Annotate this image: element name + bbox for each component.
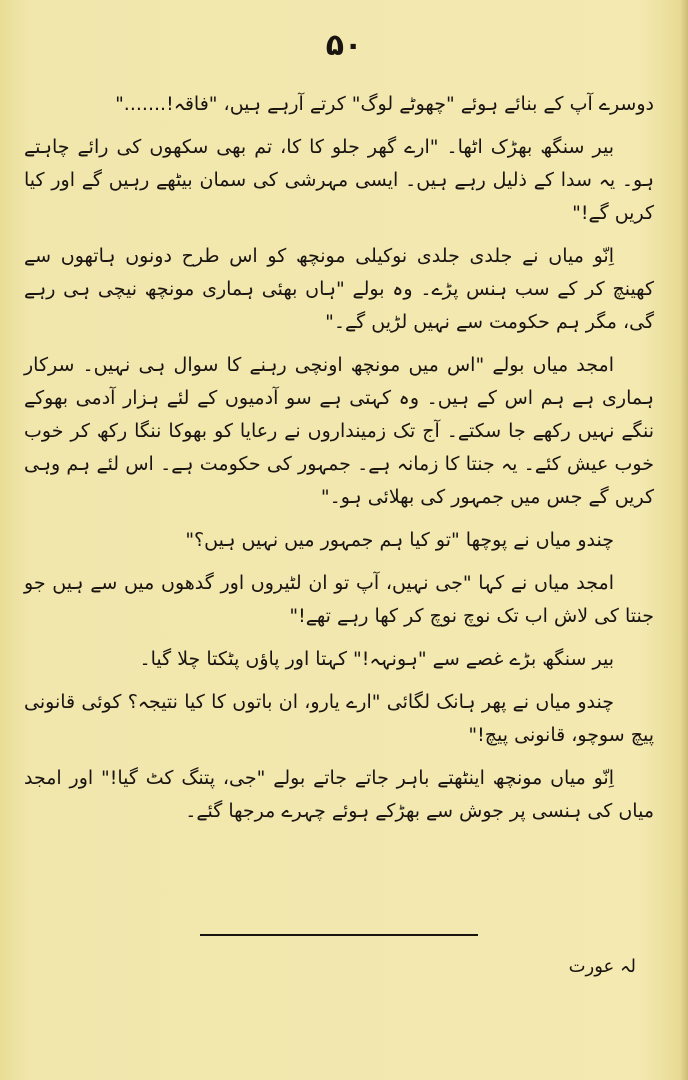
paragraph-1: دوسرے آپ کے بنائے ہوئے "چھوٹے لوگ" کرتے آرہے ہیں، "فاقہ!......." — [115, 93, 654, 115]
paragraph-4: امجد میاں بولے "اس میں مونچھ اونچی رہنے کا سوال ہی نہیں۔ سرکار ہماری ہے ہم اس کے ہیں۔ وہ کہتی ہے سو آدمیوں کے لئے ہزار آدمی بھوکے ننگے نہیں رکھے جا سکتے۔ آج تک زمینداروں نے رعایا کو بھوکا ننگا رکھ کر خوب خوب عیش کئے۔ یہ جنتا کا زمانہ ہے۔ جمہور کی حکومت ہے۔ اس لئے ہم وہی کریں گے جس میں جمہور کی بھلائی ہو۔" — [24, 354, 654, 508]
page-number: ۵۰ — [325, 28, 363, 63]
page-body — [24, 88, 654, 838]
paragraph-8: چندو میاں نے پھر ہانک لگائی "ارے یارو، ان باتوں کا کیا نتیجہ؟ کوئی قانونی پیچ سوچو، قانونی پیچ!" — [24, 691, 654, 746]
paragraph-7: بیر سنگھ بڑے غصے سے "ہونہہ!" کہتا اور پاؤں پٹکتا چلا گیا۔ — [139, 648, 614, 670]
page-edge-shadow — [680, 0, 688, 1080]
paragraph-6: امجد میاں نے کہا "جی نہیں، آپ تو ان لٹیروں اور گدھوں میں سے ہیں جو جنتا کی لاش اب تک نوچ نوچ کر کھا رہے تھے!" — [24, 572, 654, 627]
paragraph-9: اِنّو میاں مونچھ اینٹھتے باہر جاتے جاتے بولے "جی، پتنگ کٹ گیا!" اور امجد میاں کی ہنسی پر جوش سے بھڑکے ہوئے چہرے مرجھا گئے۔ — [24, 767, 654, 822]
footnote: لہ عورت — [568, 956, 636, 977]
paragraph-5: چندو میاں نے پوچھا "تو کیا ہم جمہور میں نہیں ہیں؟" — [185, 529, 614, 551]
paragraph-2: بیر سنگھ بھڑک اٹھا۔ "ارے گھر جلو کا کا، تم بھی سکھوں کی رائے چاہتے ہو۔ یہ سدا کے ذلیل رہے ہیں۔ ایسی مہرشی کی سمان بیٹھے رہیں گے اور کیا کریں گے!" — [24, 136, 654, 224]
footnote-divider — [200, 934, 478, 936]
paragraph-3: اِنّو میاں نے جلدی جلدی نوکیلی مونچھ کو اس طرح دونوں ہاتھوں سے کھینچ کر کے سب ہنس پڑے۔ وہ بولے "ہاں بھئی ہماری مونچھ نیچی ہی رہے گی، مگر ہم حکومت سے نہیں لڑیں گے۔" — [24, 245, 654, 333]
